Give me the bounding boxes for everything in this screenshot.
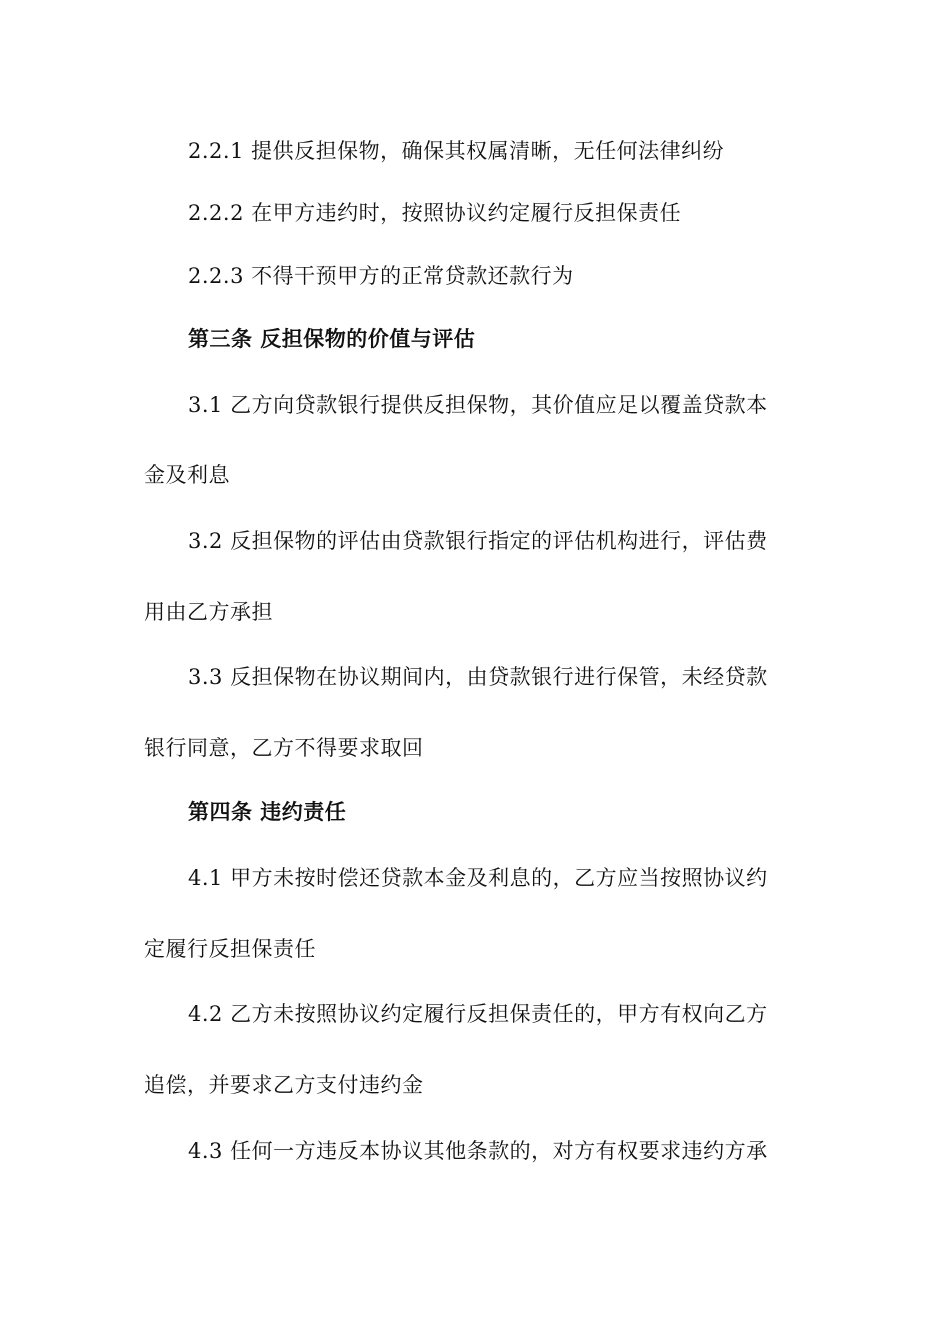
clause-4-2: 4.2 乙方未按照协议约定履行反担保责任的，甲方有权向乙方	[188, 1002, 768, 1026]
clause-2-2-2: 2.2.2 在甲方违约时，按照协议约定履行反担保责任	[188, 201, 682, 225]
clause-3-3-continued: 银行同意，乙方不得要求取回	[144, 736, 424, 760]
clause-3-1: 3.1 乙方向贷款银行提供反担保物，其价值应足以覆盖贷款本	[188, 393, 768, 417]
clause-3-3: 3.3 反担保物在协议期间内，由贷款银行进行保管，未经贷款	[188, 665, 768, 689]
clause-4-1: 4.1 甲方未按时偿还贷款本金及利息的，乙方应当按照协议约	[188, 866, 768, 890]
article-3-heading: 第三条 反担保物的价值与评估	[188, 326, 476, 351]
clause-3-2-continued: 用由乙方承担	[144, 600, 273, 624]
clause-2-2-1: 2.2.1 提供反担保物，确保其权属清晰，无任何法律纠纷	[188, 139, 725, 163]
clause-4-2-continued: 追偿，并要求乙方支付违约金	[144, 1073, 424, 1097]
clause-2-2-3: 2.2.3 不得干预甲方的正常贷款还款行为	[188, 264, 574, 288]
clause-3-1-continued: 金及利息	[144, 463, 230, 487]
clause-3-2: 3.2 反担保物的评估由贷款银行指定的评估机构进行，评估费	[188, 529, 768, 553]
article-4-heading: 第四条 违约责任	[188, 799, 347, 824]
clause-4-3: 4.3 任何一方违反本协议其他条款的，对方有权要求违约方承	[188, 1139, 768, 1163]
clause-4-1-continued: 定履行反担保责任	[144, 937, 316, 961]
